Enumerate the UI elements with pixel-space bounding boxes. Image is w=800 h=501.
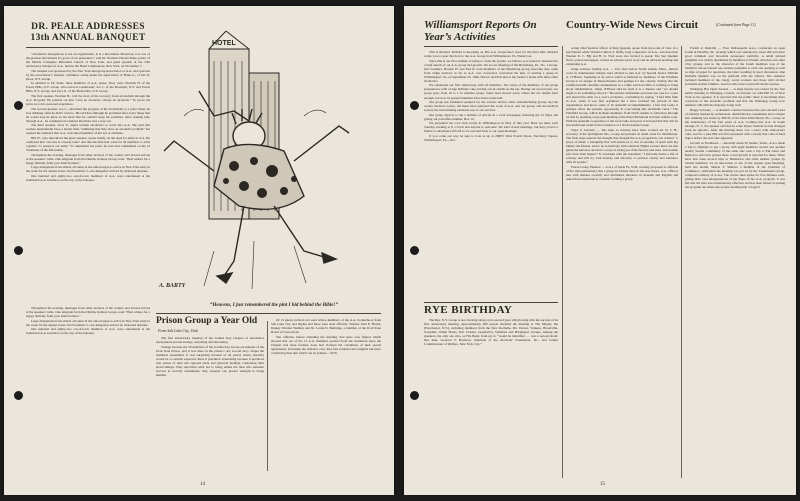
williamsport-paragraph: This is Richard. Richard is knocking on The A.A. Grapevine’s door for the third time. Richard wants you to open that door to the A.A. Group from Williamsport, Pa. Thank you.: [424, 50, 558, 59]
right-page: [404, 6, 796, 495]
left-page: [4, 6, 394, 495]
williamsport-paragraph: If you come our way be sure to look us up at 2000½ West Fourth Street, Newberry Square, Williamsport, Pa.—R.C.: [424, 133, 558, 142]
news-paragraph: Prison Group Planned — A.A.s of Santa Fe, N.M. recently proposed to officials of the state penitentiary that a group be formed there in the near future. A.A. officers met with inmates recently and distributed literature in Spanish and English and asked those interested to consider forming a group.: [566, 164, 678, 181]
prison-group-article-col2: [271, 318, 381, 476]
banquet-paragraph: “Alcoholics Anonymous is not an organization. It is a movement. Moreover, it is one of the greatest movements for good of our generation,” said Dr. Norman Vincent Peale, pastor of the Marble Collegiate Reformed Church of New York, and guest speaker at the 13th anniversary banquet of A.A., held in the Hotel Commodore, New York, on November 7.: [26, 52, 150, 69]
williamsport-paragraph: We presented our own club rooms in Williamsport in May of this year. Here we meet each Tuesday evening at 8 o’clock and anyone is welcome. We tried closed meetings, but they proved a failure so attendance fell off so we resorted back to our open meetings.: [424, 121, 558, 134]
banquet-paragraph: In addition to Dr. Peale, three members of A.A. spoke. They were: Norman H. of the Forest Hills, N.Y. Group, who acted as toastmaster; Joe C. of the Brooklyn, N.Y. and Forest Hills, N.Y. Group; and Lucy P., of the Bronxville, N.Y. Group.: [26, 81, 150, 94]
rye-paragraph: The Rye, N.Y. Group is now moving along on its second year, still glowing with the success of its first anniversary meeting. Approximately 400 people attended the meeting at The Shipley Inn (Portchester, N.Y.), including members from the New Rochelle, Mt. Vernon, Yonkers, Bronxville, Scarsdale, White Plains, Port Chester, Greenwich, Stamford and Bridgeport Groups. Among the speakers, the only one who, as Fitz Beaty from got it, “would be identified . . . was a non-alcoholic Rye man, Leonard V. Harrison, chairman of the Alcoholic Foundation, Inc., and former Commissioner of Welfare, New York City.”: [424, 318, 558, 347]
prison-group-headline: Prison Group a Year Old: [156, 316, 258, 326]
williamsport-headline: Williamsport Reports On Year’s Activities: [424, 19, 537, 43]
prison-group-article-col1: [156, 336, 264, 476]
news-circuit-article-col1: [566, 46, 678, 478]
prison-paragraph: The first anniversary meeting of the Golden Key Chapter of Alcoholics Anonymous proved strange, surprising and interesting.: [156, 336, 264, 345]
news-paragraph: Forum at Danville — Four Indianapolis A.A.s conducted an open forum at Danville, Ill., recently which was attended by about 200 and drew good comment and favorable newspaper publicity. A small printed pamphlet was widely distributed by members to friends, churches and other civic groups, and so the character of the forum members was of the members whose banded one another pamphlet to each one opening as well as slips of paper for questions, the latter resulting in good discussion. One Danville member was on the platform with the visitors. The audience included members of the clergy, social workers and those with alcohol problems in their families. Several calls were received from the session.: [685, 46, 785, 87]
news-paragraph: Judge Advises Joining A.A. — Two men before North Adams, Mass., district court on drunkenness charges were advised to join A.A. by Special Justice William A. O’Hearn. Speaking as an active which is believed by members of the Pittsfield Group to be unique in Massachusetts and perhaps for the country. Stating that the commonwealth classifies drunkenness as a crime and does little or nothing to bring about rehabilitation, Judge O’Hearn said he feels it is a disease and “we should begin to do something about it.” He said the defendants each had one case for a year and placed the other on a year’s probation, concluding by saying, “I had little faith in A.A. when it was first organized but I have watched the growth of that organization and know some of its splendid accomplishments. I feel that today it perhaps offers the greatest opportunity in overcoming this inclinable curse.” The Pittsfield Group, which includes members from North Adams is following through on this by planning a big open meeting at the Hotel Richmond in North Adams soon. With the splendid cooperation of the local radio and press it is hoped that this will be successful and result in the formation of a North Adams Group.: [566, 66, 678, 128]
banquet-paragraph: The second speaker, Joe C., described the progress of his alcoholism to a point where he was drinking often he didn’t want to. He said that although he promised after every binge that he would stop he knew in his heart that he couldn’t keep his promises. After seeking help through A.A., he continued, he realized that there was a way out.: [26, 106, 150, 123]
news-paragraph: Steps to Sobriety — Ten steps to sobriety have been worked out by S. H., secretary of the Springfield, Mo., Group and printed on small cards for distribution. The final steps express the thought that through the A.A. program he can achieve “a peace of mind; a tranquility that will enable us to live in serenity of spirit with my family and friends, and to be in harmony with whatever Higher powers there are that guide the universe and that I accept as living proof the flowers and trees, and woman who have been helped.” It concludes with the statement, “I sincerely desire a life of sobriety and will try with honesty and sincerity, to practice charity and tolerance with all people.”: [566, 127, 678, 165]
cartoon-caption: “Heavens, I just remembered the pint I hid behind the Bible!”: [210, 303, 338, 308]
continued-from-note: (Continued from Page 11): [716, 23, 756, 27]
news-paragraph: Winnipeg Has Open Session — A large theatre was rented for the first public meeting in Winnipeg, Canada, on October 12, with Bill W. of New York as the speaker. It is reported that the public there is becoming more conscious of the alcoholic problem and that the Winnipeg Group now numbers 100 with the majority doing well.: [685, 86, 785, 108]
page-number-right: 15: [600, 482, 605, 487]
banquet-paragraph: One hundred and eighty-two out-of-town members of A.A. were entertained at the traditional A.A. luncheon on the day of the banquet.: [26, 327, 150, 336]
banquet-paragraph: Throughout the evening, messages from other sections of the country and abroad arrived at the speakers’ table. One telegram from the Dublin, Ireland, Group, read: “Best wishes for a happy birthday from your Irish brothers.”: [26, 306, 150, 319]
banquet-paragraph: Bill W., who introduced the guest speaker, spoke briefly on the need for unity in A.A. He cautioned that “success is a heady wine” and that the time had come for all members to stick together “to preserve our unity.” To emphasize his point, he read and commented on the 12 Traditions of the fellowship.: [26, 135, 150, 153]
williamsport-paragraph: Our group has furnished speakers for the various service clubs, manufacturing groups and the county medical society. All these have endorsed the work of A.A. and our group, and the medical society has been making extensive use of our services.: [424, 100, 558, 113]
news-circuit-article-col2: [685, 46, 785, 478]
news-paragraph: Growth in Northwest — Recently about 30 Seattle, Wash., A.A.s made a trip to Olympia to get a group with eight members started and another nearby Seattle community of the same size took a trip to Elk Glass and Renton to start new groups there. Good growth is reported for these. There have also been several trips to Bremerton and other smaller groups by Seattle members. As an innovation at one of the regular open meetings, held last month, Milton T. Shulties a member of the Chamber of Commerce, auditorium the meeting was put on by the Toastmasters group, composed entirely of A.A.s. The twelve men spoke for five minutes each, giving their own interpretations of the Steps of the A.A. program. It was felt that the idea was tremendously effective and has been hailed as putting the program out where the people needing help can get it.: [685, 140, 785, 190]
news-paragraph: acting chief medical officer at Sing Quentin, spoke from the point of view of a psychiatrist while Warden Clinton T. Duffy, long a supporter of A.A., and Associate Warden D. C. Big and H. O. Trott were also invited to speak. The San Quentin News, prison newspaper, carried an advance news story and an editorial praising and explaining A.A.: [566, 46, 678, 67]
banquet-paragraph: The banquet was sponsored by the New York Intergroup Association of A.A. and operated by the association’s banquet committee acting under the supervision of Hank G., of the W. Knox, N.Y. Group.: [26, 68, 150, 81]
banquet-paragraph: Large delegations from almost all states in the union began to arrive in New York early in the week for the annual event. On November 5, one delegation arrived by chartered airplane.: [26, 165, 150, 174]
page-number-left: 14: [200, 482, 205, 487]
prison-paragraph: The officials, before attending the meeting, had gone over figures which showed that out of the 15 A.A. members paroled from the institution since the Chapter had been formed, none had violated the conditions of their parole agreements. In turning the statistics over, they had evidence into tangible but more convincing than that which can be printed.—W.W.: [271, 334, 381, 355]
banquet-paragraph: Throughout the evening, messages from other sections of the country and abroad arrived at the speakers’ table. One telegram from the Dublin, Ireland, Group, read: “Best wishes for a happy birthday from your Irish brothers.”: [26, 152, 150, 165]
cartoon-illustration: [154, 21, 384, 301]
banquet-paragraph: Large delegations from almost all states in the union began to arrive in New York early in the week for the annual event. On November 5, one delegation arrived by chartered airplane.: [26, 318, 150, 327]
banquet-paragraph: One hundred and eighty-two out-of-town members of A.A. were entertained at the traditional A.A. luncheon on the day of the banquet.: [26, 173, 150, 182]
news-circuit-headline: Country-Wide News Circuit: [566, 19, 699, 31]
news-paragraph: Happy Sobriety — A dramatic contrast between five and one-half years of sobriety marked by restlessness, dissatisfaction, resentment and a relapse into drinking was made by Bill H. of the West Palm Beach, Fla., Group on the anniversary of his four years of A.A. Coming into A.A. in South Orange, N. J., the speaker said that in some mystic manner he had changed from an agnostic. After the meeting there was a party with anniversary cake, and for a joke Bill was first presented with a neatly tied coke of hard liquor before the real cake appeared.: [685, 107, 785, 141]
prison-group-dateline: From Salt Lake City, Utah: [158, 329, 199, 333]
prison-paragraph: Of 13 guests invited, ten were fellow-members of the A.A. brotherhood from Salt Lake City and Ogden and three were state officials, Warden John E. Harris, Deputy Warden VanDerr and Dr. Leslie D. Burbidge, a member of the Utah State Board of Corrections.: [271, 318, 381, 335]
williamsport-paragraph: Since this is our first attempt at trying to crash the portals, we believe you would be interested in a brief sketch of our A.A. group and growth. We are an offspring of the Harrisburg, Pa., No. 1 Group. Our founders, Horatio H. and Earl R. both members of the Harrisburg group, knowing they came from virgin territory as far as A.A. was concerned, conceived the idea of starting a group in Williamsport. So, on September 25, 1946, Horace and Earl met at the former’s home with three other alcoholics.: [424, 58, 558, 83]
banquet-article: [26, 52, 150, 302]
banquet-paragraph: The third speaker, Lucy P., urged women alcoholics to come into A.A. She said that women undoubtedly have a harder time “admitting that they have an alcoholic problem” but assured the audience that A.A. welcomed members of her sex at all times.: [26, 123, 150, 136]
banquet-article-continued: [26, 306, 150, 476]
banquet-paragraph: The first speaker, Norman H., told the story of his recovery from alcoholism through the A.A. Program. He pointed out that “once an alcoholic, always an alcoholic.” To prove his point, he told a personal experience.: [26, 93, 150, 107]
hotel-sign: HOTEL: [212, 40, 236, 47]
williamsport-paragraph: We celebrated our first anniversary with 10 members. The wives of the members of our group presented us with a large birthday cake, having a hour candle on the top. During our second year, our group grew from 10 to a 25 member group. Some have moved away, others did not remain hard enough, but now 16 present members have been on the ball.: [424, 83, 558, 100]
williamsport-article: [424, 50, 558, 300]
cartoon-artist-signature: A. BARTY: [159, 283, 186, 289]
rye-birthday-headline: RYE BIRTHDAY: [424, 304, 513, 316]
rye-birthday-article: [424, 318, 558, 478]
williamsport-paragraph: Our group expects to run a number of articles in a local newspaper, featuring the 12 Steps and giving our postoffice number, Box 12.: [424, 112, 558, 121]
banquet-headline: DR. PEALE ADDRESSES 13th ANNUAL BANQUET: [30, 22, 146, 43]
prison-paragraph: Strange because the 50 members of the Golden Key Group are inmates of the Utah State Prison, and it was there in the prison’s old, second story chapel the members assembled. It was surprising because of all places where sincerity would be so seldom expected, there it prevailed. Interesting because it produced true stories of men who ignored pride and personal feelings, confessing their shortcomings. They described what led to being unlike the men who measure success in worldly attainments, they asserted one greater strength in being humble.: [156, 344, 264, 377]
